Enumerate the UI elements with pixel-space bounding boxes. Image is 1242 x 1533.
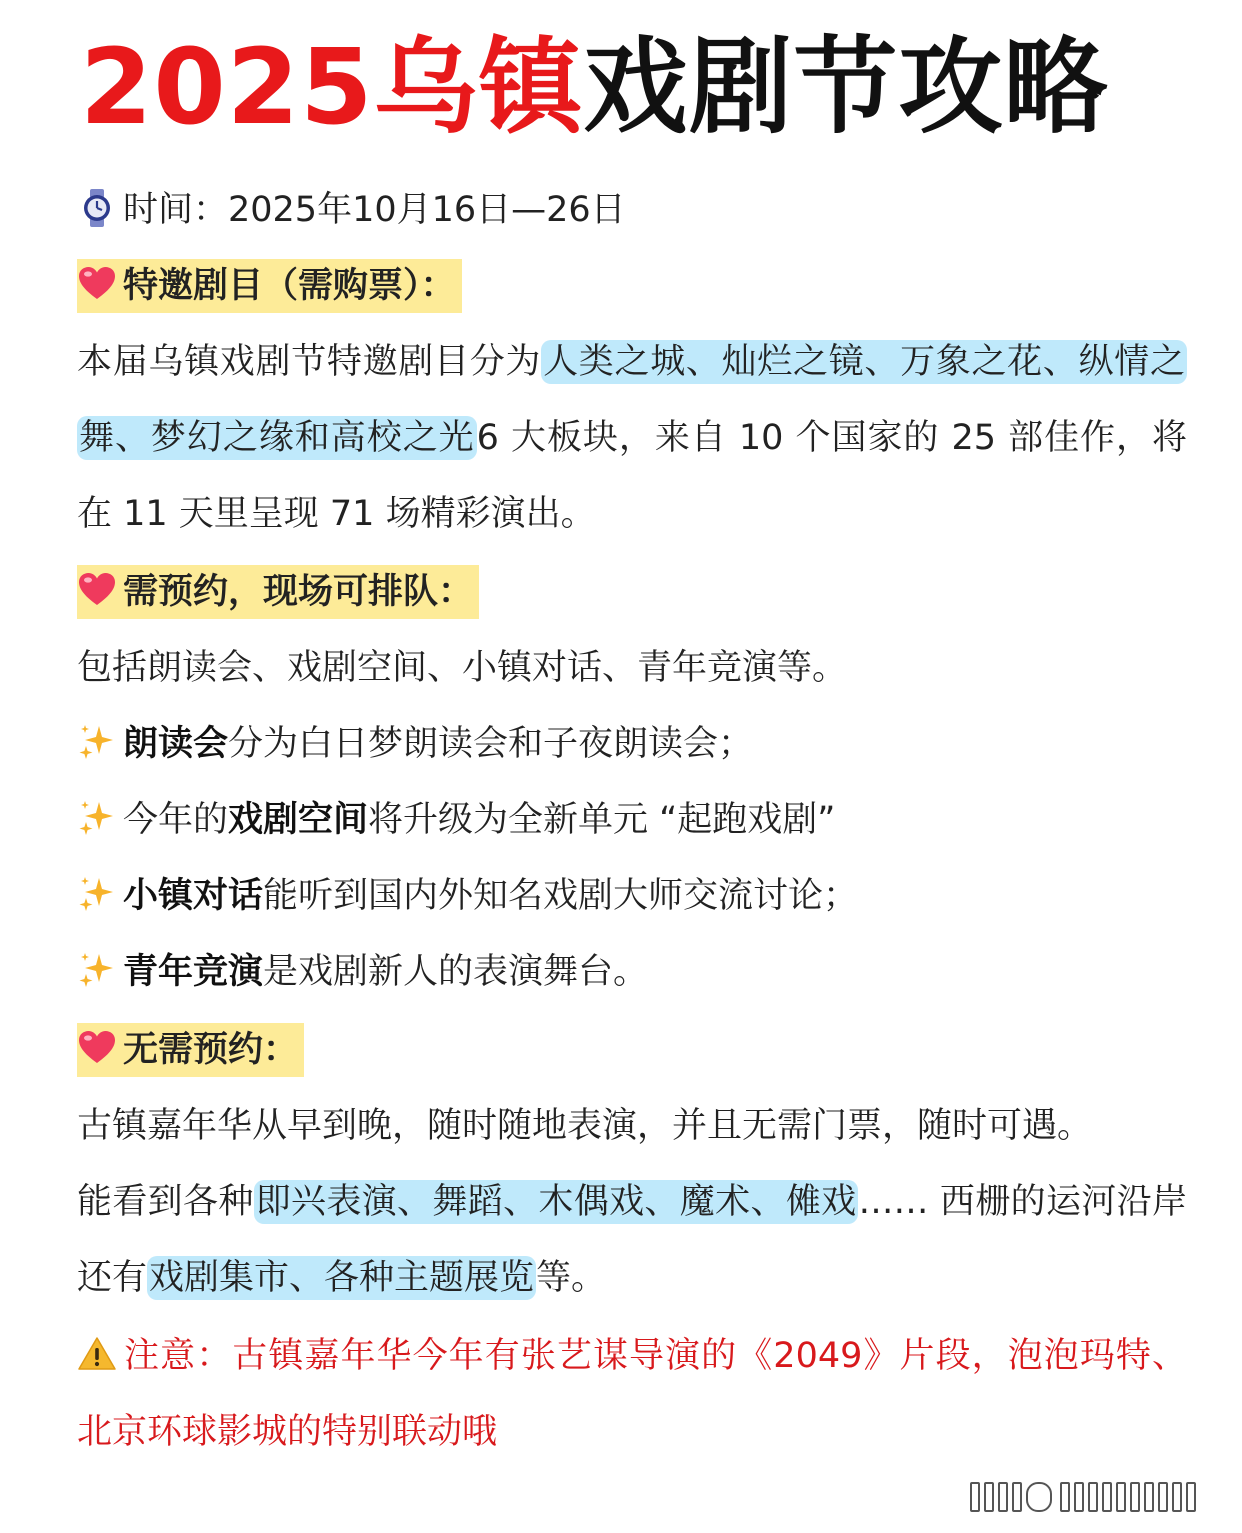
heart-icon [77, 570, 117, 610]
heading-block [77, 1023, 304, 1077]
section-no-reservation-line1: 古镇嘉年华从早到晚，随时随地表演，并且无需门票，随时可遇。 [77, 1106, 1093, 1146]
heading-block [77, 259, 462, 313]
item-post: 分为白日梦朗读会和子夜朗读会； [228, 724, 754, 764]
title-red-part: 2025乌镇 [80, 26, 584, 148]
heading-text: 需预约，现场可排队： [123, 572, 474, 612]
title-dark-part: 戏剧节攻略 [583, 26, 1109, 148]
list-item [77, 858, 1186, 934]
body-text: 等。 [536, 1258, 607, 1298]
warning-icon [77, 1334, 117, 1374]
time-text: 时间：2025年10月16日—26日 [123, 190, 626, 230]
body-text: 6 大板块，来自 10 个国家的 25 部佳作，将在 11 天里呈现 71 场精彩演出。 [77, 418, 1187, 534]
list-item [77, 706, 1186, 782]
page-title [80, 22, 1108, 152]
body-text: 能看到各种 [77, 1182, 254, 1222]
heart-icon [77, 264, 117, 304]
section-reservation-intro: 包括朗读会、戏剧空间、小镇对话、青年竞演等。 [77, 648, 848, 688]
item-bold: 青年竞演 [123, 952, 264, 992]
item-bold: 朗读会 [123, 724, 229, 764]
sparkles-icon [77, 798, 117, 838]
heading-block [77, 565, 479, 619]
heart-icon [77, 1028, 117, 1068]
notice [77, 1318, 1187, 1470]
item-pre: 今年的 [123, 800, 229, 840]
sparkles-icon [77, 874, 117, 914]
item-bold: 小镇对话 [123, 876, 264, 916]
item-bold: 戏剧空间 [228, 800, 369, 840]
section-no-reservation-body [77, 1164, 1187, 1316]
section-special-body [77, 324, 1187, 552]
section-reservation-heading [77, 554, 1186, 630]
section-special-heading [77, 248, 1186, 324]
item-post: 能听到国内外知名戏剧大师交流讨论； [263, 876, 859, 916]
highlight-performances: 即兴表演、舞蹈、木偶戏、魔术、傩戏 [255, 1182, 857, 1222]
highlight-market: 戏剧集市、各种主题展览 [149, 1258, 535, 1298]
section-no-reservation-heading [77, 1012, 1186, 1088]
sparkles-icon [77, 722, 117, 762]
list-item [77, 782, 1186, 858]
body-text: 本届乌镇戏剧节特邀剧目分为 [77, 342, 542, 382]
watermark [960, 1474, 1220, 1514]
heading-text: 无需预约： [123, 1030, 299, 1070]
time-line [77, 172, 1186, 248]
list-item [77, 934, 1186, 1010]
heading-text: 特邀剧目（需购票）： [123, 266, 456, 306]
body-text: …… 西栅的运河沿岸还有 [77, 1182, 1187, 1298]
notice-text: 注意：古镇嘉年华今年有张艺谋导演的《2049》片段，泡泡玛特、北京环球影城的特别联动哦 [77, 1336, 1187, 1452]
item-post: 是戏剧新人的表演舞台。 [263, 952, 649, 992]
item-post: 将升级为全新单元 “起跑戏剧” [368, 800, 836, 840]
sparkles-icon [77, 950, 117, 990]
watch-icon [77, 188, 117, 228]
highlight-categories: 人类之城、灿烂之镜、万象之花、纵情之舞、梦幻之缘和高校之光 [79, 342, 1185, 458]
